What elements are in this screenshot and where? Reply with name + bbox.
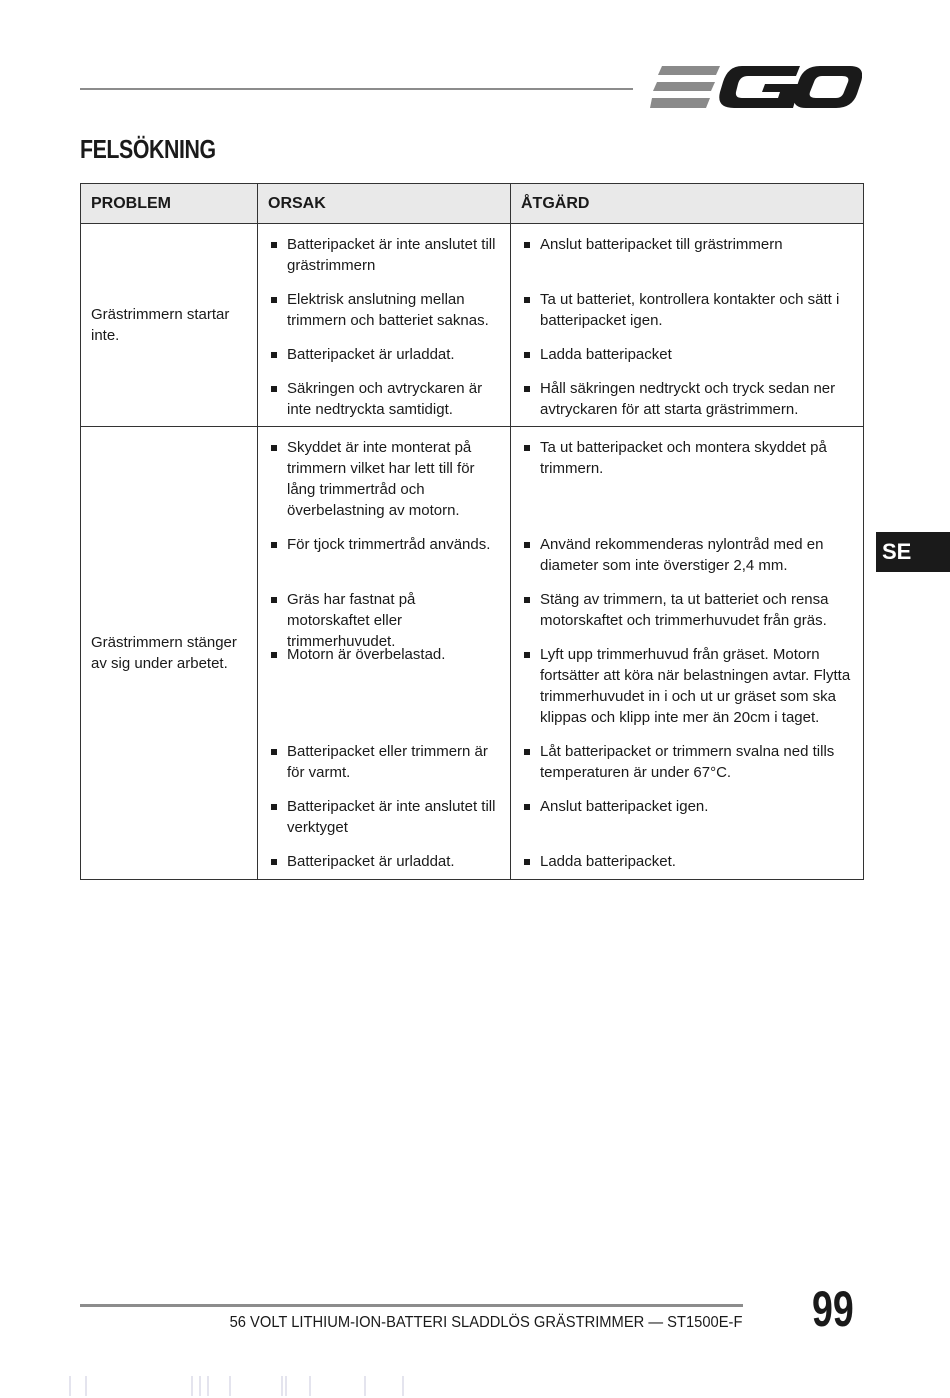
- cause-item: Säkringen och avtryckaren är inte nedtryckta samtidigt.: [268, 378, 500, 420]
- page-number: 99: [812, 1281, 854, 1337]
- cause-cell: [258, 427, 511, 880]
- page-title: FELSÖKNING: [80, 134, 216, 164]
- action-item: Anslut batteripacket till grästrimmern: [521, 234, 853, 276]
- cause-item: Batteripacket är inte anslutet till verktyget: [268, 796, 500, 838]
- action-item: Ladda batteripacket.: [521, 851, 853, 872]
- table-row: [81, 427, 864, 880]
- cause-item: Batteripacket eller trimmern är för varmt.: [268, 741, 500, 783]
- cause-item: Skyddet är inte monterat på trimmern vilket har lett till för lång trimmertråd och överbelastning av motorn.: [268, 437, 500, 521]
- cause-item: För tjock trimmertråd används.: [268, 534, 500, 576]
- print-marks: [60, 1374, 460, 1398]
- cause-item: Elektrisk anslutning mellan trimmern och batteriet saknas.: [268, 289, 500, 331]
- action-item: Stäng av trimmern, ta ut batteriet och rensa motorskaftet och trimmerhuvudet från gräs.: [521, 589, 853, 631]
- action-cell: [511, 224, 864, 427]
- language-tab: SE: [876, 532, 950, 572]
- action-item: Ladda batteripacket: [521, 344, 853, 365]
- cause-item: Batteripacket är inte anslutet till grästrimmern: [268, 234, 500, 276]
- cause-cell: [258, 224, 511, 427]
- action-item: Använd rekommenderas nylontråd med en diameter som inte överstiger 2,4 mm.: [521, 534, 853, 576]
- action-item: Ta ut batteriet, kontrollera kontakter och sätt i batteripacket igen.: [521, 289, 853, 331]
- ego-logo: [650, 62, 862, 114]
- action-item: Låt batteripacket or trimmern svalna ned tills temperaturen är under 67°C.: [521, 741, 853, 783]
- header-rule: [80, 88, 633, 90]
- problem-cell: Grästrimmern startar inte.: [81, 224, 258, 427]
- cause-item: Gräs har fastnat på motorskaftet eller trimmerhuvudet.: [268, 589, 500, 631]
- action-cell: [511, 427, 864, 880]
- action-item: Anslut batteripacket igen.: [521, 796, 853, 838]
- problem-cell: Grästrimmern stänger av sig under arbetet.: [81, 427, 258, 880]
- cause-item: Batteripacket är urladdat.: [268, 851, 500, 872]
- cause-item: Motorn är överbelastad.: [268, 644, 500, 728]
- cause-item: Batteripacket är urladdat.: [268, 344, 500, 365]
- table-row: [81, 224, 864, 427]
- header-problem: PROBLEM: [81, 184, 258, 224]
- header-cause: ORSAK: [258, 184, 511, 224]
- action-item: Lyft upp trimmerhuvud från gräset. Motorn fortsätter att köra när belastningen avtar. Flytta trimmerhuvudet in i och ut ur gräset som ska klippas och klipp inte mer än 20cm i taget.: [521, 644, 853, 728]
- footer-product-text: 56 VOLT LITHIUM-ION-BATTERI SLADDLÖS GRÄSTRIMMER — ST1500E-F: [229, 1314, 742, 1331]
- action-item: Ta ut batteripacket och montera skyddet på trimmern.: [521, 437, 853, 521]
- action-item: Håll säkringen nedtryckt och tryck sedan ner avtryckaren för att starta grästrimmern.: [521, 378, 853, 420]
- header-action: ÅTGÄRD: [511, 184, 864, 224]
- footer-rule: [80, 1304, 743, 1307]
- troubleshooting-table: [80, 183, 864, 880]
- table-header-row: [81, 184, 864, 224]
